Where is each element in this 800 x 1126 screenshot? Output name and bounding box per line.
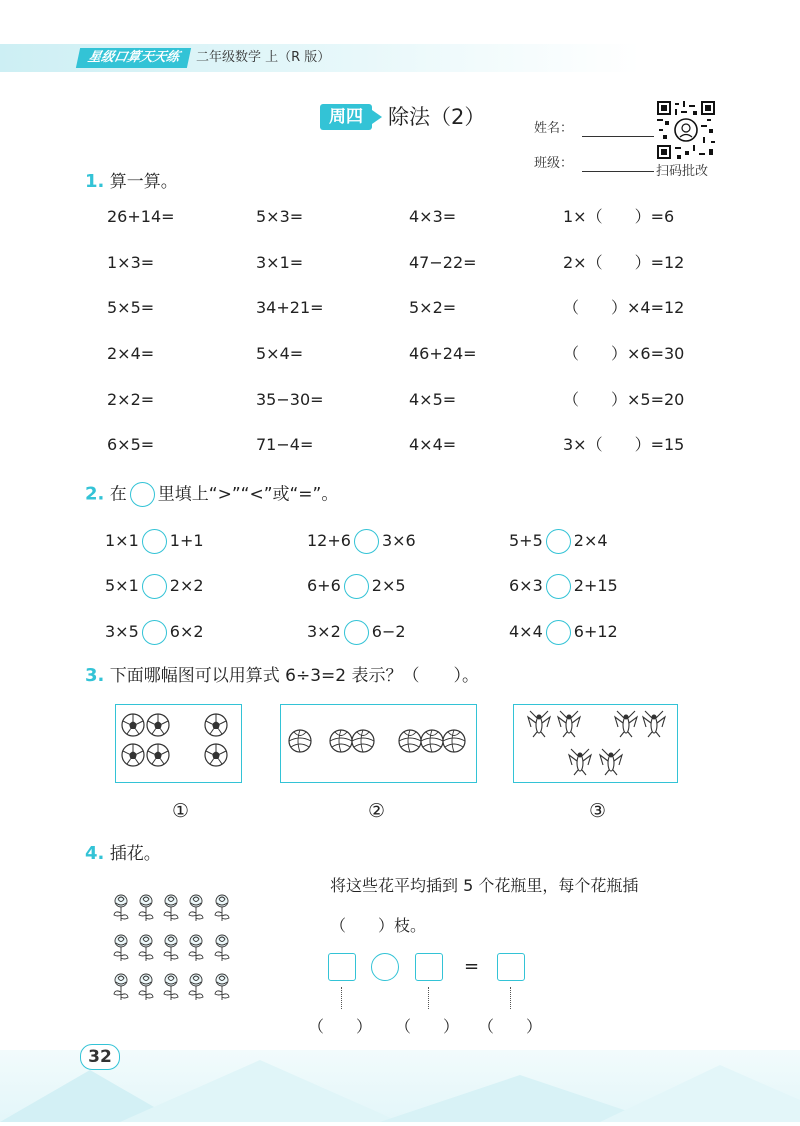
q1-item[interactable]: 34+21= bbox=[256, 298, 324, 317]
page-number: 32 bbox=[80, 1044, 120, 1070]
q2-left: 12+6 bbox=[307, 531, 351, 550]
answer-box-3[interactable] bbox=[497, 953, 525, 981]
q1-item[interactable]: 35−30= bbox=[256, 390, 324, 409]
qr-code-icon[interactable] bbox=[657, 101, 715, 159]
book-title: 二年级数学 上（R 版） bbox=[196, 50, 331, 65]
q1-item[interactable]: 2×4= bbox=[107, 344, 155, 363]
compare-circle[interactable] bbox=[142, 529, 167, 554]
q2-title-a: 在 bbox=[109, 484, 127, 505]
unit-label-1[interactable]: （ ） bbox=[308, 1017, 373, 1036]
dotted-connector bbox=[428, 987, 429, 1009]
q1-item[interactable]: 4×4= bbox=[409, 435, 457, 454]
circle-icon bbox=[130, 482, 155, 507]
qr-caption: 扫码批改 bbox=[656, 164, 709, 179]
series-tag: 星级口算天天练 bbox=[76, 48, 191, 68]
picture-option-1[interactable] bbox=[115, 704, 242, 783]
q1-number: 1. bbox=[85, 171, 105, 192]
q1-item[interactable]: 6×5= bbox=[107, 435, 155, 454]
unit-label-2[interactable]: （ ） bbox=[395, 1017, 460, 1036]
q2-item bbox=[105, 529, 204, 554]
q1-item[interactable]: 47−22= bbox=[409, 253, 477, 272]
q1-item[interactable]: （ ）×6=30 bbox=[563, 344, 685, 363]
volleyball-icon bbox=[281, 705, 475, 781]
answer-box-2[interactable] bbox=[415, 953, 443, 981]
q1-item[interactable]: （ ）×5=20 bbox=[563, 390, 685, 409]
q2-item bbox=[509, 574, 618, 599]
q2-left: 1×1 bbox=[105, 531, 139, 550]
compare-circle[interactable] bbox=[546, 620, 571, 645]
q1-title: 算一算。 bbox=[109, 172, 178, 192]
q2-number: 2. bbox=[85, 483, 105, 505]
q2-left: 3×5 bbox=[105, 622, 139, 641]
q1-item[interactable]: 2×2= bbox=[107, 390, 155, 409]
q1-item[interactable]: 3×1= bbox=[256, 253, 304, 272]
compare-circle[interactable] bbox=[546, 529, 571, 554]
picture-option-3[interactable] bbox=[513, 704, 678, 783]
q2-left: 6×3 bbox=[509, 576, 543, 595]
q1-item[interactable]: 3×（ ）=15 bbox=[563, 435, 685, 454]
q2-item bbox=[307, 620, 406, 645]
mountain-decoration bbox=[0, 1050, 800, 1122]
q4-heading bbox=[85, 842, 161, 866]
class-field-line[interactable] bbox=[582, 171, 654, 172]
q1-item[interactable]: 1×3= bbox=[107, 253, 155, 272]
name-field-line[interactable] bbox=[582, 136, 654, 137]
q2-left: 5+5 bbox=[509, 531, 543, 550]
q1-item[interactable]: （ ）×4=12 bbox=[563, 298, 685, 317]
q4-title: 插花。 bbox=[109, 844, 161, 864]
unit-label-3[interactable]: （ ） bbox=[478, 1017, 543, 1036]
q2-left: 6+6 bbox=[307, 576, 341, 595]
dotted-connector bbox=[510, 987, 511, 1009]
q2-right: 2+15 bbox=[573, 576, 618, 595]
q2-item bbox=[509, 529, 608, 554]
q2-right: 2×2 bbox=[169, 576, 204, 595]
q1-item[interactable]: 46+24= bbox=[409, 344, 477, 363]
q2-title-b: 里填上“>”“<”或“=”。 bbox=[157, 484, 339, 505]
q1-item[interactable]: 5×4= bbox=[256, 344, 304, 363]
operator-circle[interactable] bbox=[371, 953, 399, 981]
grasshopper-icon bbox=[514, 705, 676, 781]
soccer-ball-icon bbox=[116, 705, 240, 781]
q2-left: 4×4 bbox=[509, 622, 543, 641]
q2-item bbox=[105, 620, 204, 645]
q1-item[interactable]: 2×（ ）=12 bbox=[563, 253, 685, 272]
q3-heading bbox=[85, 664, 479, 688]
q2-right: 3×6 bbox=[381, 531, 416, 550]
name-label: 姓名： bbox=[534, 121, 574, 136]
q2-right: 6−2 bbox=[371, 622, 406, 641]
q2-right: 1+1 bbox=[169, 531, 204, 550]
answer-box-1[interactable] bbox=[328, 953, 356, 981]
equals-sign: = bbox=[464, 956, 480, 977]
q2-left: 3×2 bbox=[307, 622, 341, 641]
q1-item[interactable]: 5×2= bbox=[409, 298, 457, 317]
dotted-connector bbox=[341, 987, 342, 1009]
q2-heading bbox=[85, 482, 338, 507]
footer-band bbox=[0, 1050, 800, 1122]
q2-right: 2×5 bbox=[371, 576, 406, 595]
option-mark-3[interactable]: ③ bbox=[589, 800, 607, 822]
q3-title: 下面哪幅图可以用算式 6÷3=2 表示？（ ）。 bbox=[109, 666, 480, 686]
compare-circle[interactable] bbox=[546, 574, 571, 599]
day-badge: 周四 bbox=[320, 104, 372, 130]
q2-right: 6×2 bbox=[169, 622, 204, 641]
q1-item[interactable]: 4×3= bbox=[409, 207, 457, 226]
q1-item[interactable]: 26+14= bbox=[107, 207, 175, 226]
q3-number: 3. bbox=[85, 665, 105, 686]
compare-circle[interactable] bbox=[142, 620, 167, 645]
q4-text-line2[interactable]: （ ）枝。 bbox=[330, 916, 427, 935]
q2-right: 6+12 bbox=[573, 622, 618, 641]
q2-item bbox=[307, 529, 416, 554]
q1-item[interactable]: 5×3= bbox=[256, 207, 304, 226]
q1-item[interactable]: 71−4= bbox=[256, 435, 314, 454]
q2-right: 2×4 bbox=[573, 531, 608, 550]
picture-option-2[interactable] bbox=[280, 704, 477, 783]
page-title: 除法（2） bbox=[388, 105, 486, 129]
option-mark-1[interactable]: ① bbox=[172, 800, 190, 822]
q2-item bbox=[307, 574, 406, 599]
q4-number: 4. bbox=[85, 843, 105, 864]
q2-left: 5×1 bbox=[105, 576, 139, 595]
q1-item[interactable]: 5×5= bbox=[107, 298, 155, 317]
compare-circle[interactable] bbox=[344, 574, 369, 599]
q4-text-line1: 将这些花平均插到 5 个花瓶里，每个花瓶插 bbox=[330, 876, 639, 895]
compare-circle[interactable] bbox=[354, 529, 379, 554]
compare-circle[interactable] bbox=[344, 620, 369, 645]
q2-item bbox=[509, 620, 618, 645]
q1-item[interactable]: 4×5= bbox=[409, 390, 457, 409]
flower-icon-grid bbox=[107, 893, 242, 1008]
compare-circle[interactable] bbox=[142, 574, 167, 599]
q2-item bbox=[105, 574, 204, 599]
option-mark-2[interactable]: ② bbox=[368, 800, 386, 822]
class-label: 班级： bbox=[534, 156, 574, 171]
q1-heading bbox=[85, 170, 178, 194]
q1-item[interactable]: 1×（ ）=6 bbox=[563, 207, 675, 226]
